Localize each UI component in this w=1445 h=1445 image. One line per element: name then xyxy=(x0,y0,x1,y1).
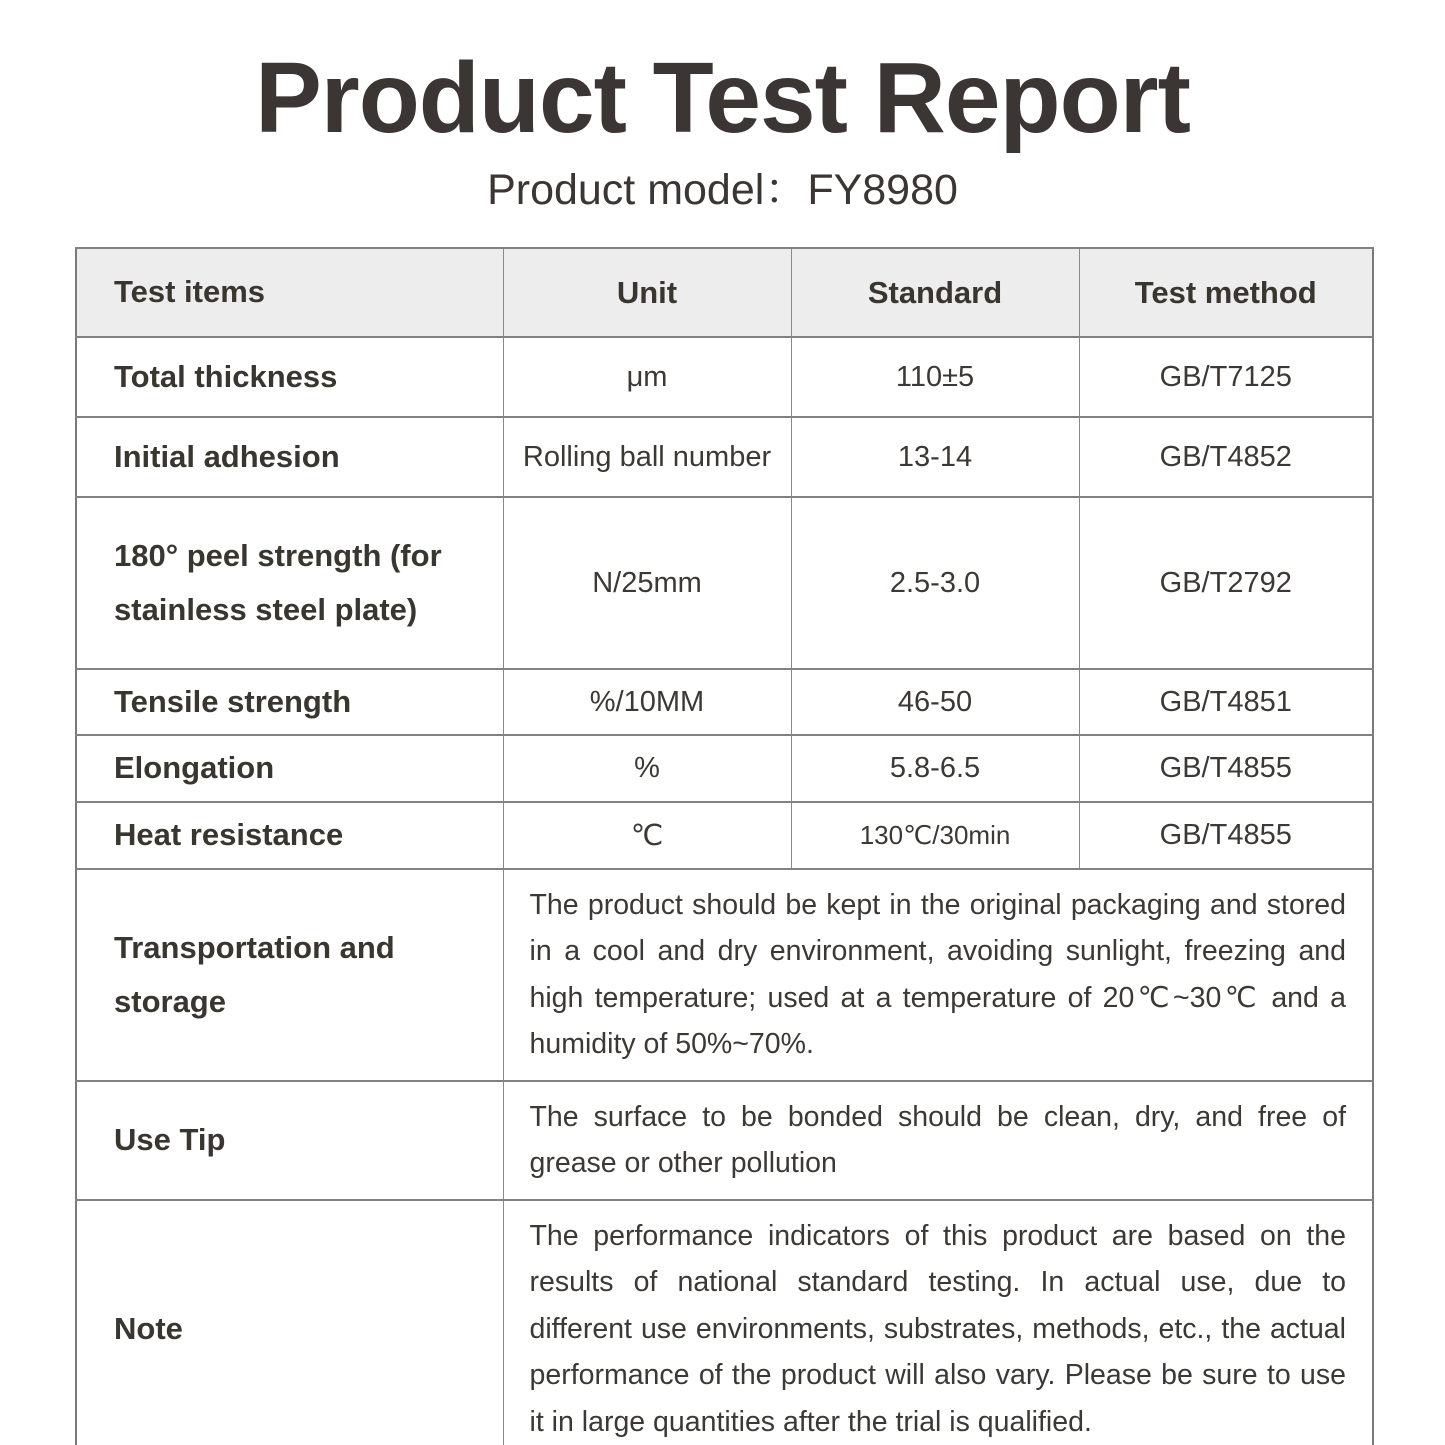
unit-value: N/25mm xyxy=(503,497,791,669)
table-row-peel-strength xyxy=(76,497,1373,669)
header-unit: Unit xyxy=(503,248,791,337)
item-label: Tensile strength xyxy=(76,669,503,735)
standard-value: 110±5 xyxy=(791,337,1079,417)
standard-value: 13-14 xyxy=(791,417,1079,497)
page-title: Product Test Report xyxy=(255,42,1190,154)
method-value: GB/T4855 xyxy=(1079,735,1373,802)
test-report-table xyxy=(75,247,1374,1445)
header-test-items: Test items xyxy=(76,248,503,337)
item-label: Heat resistance xyxy=(76,802,503,869)
table-row-initial-adhesion xyxy=(76,417,1373,497)
standard-value: 5.8-6.5 xyxy=(791,735,1079,802)
unit-value: Rolling ball number xyxy=(503,417,791,497)
table-row-total-thickness xyxy=(76,337,1373,417)
product-model-subtitle: Product model：FY8980 xyxy=(487,166,958,214)
info-text: The performance indicators of this product are based on the results of national standard testing. In actual use, due to different use environments, substrates, methods, etc., the actual performance of the product will also vary. Please be sure to use it in large quantities after the trial is qualified. xyxy=(503,1200,1373,1445)
unit-value: %/10MM xyxy=(503,669,791,735)
table-row-heat-resistance xyxy=(76,802,1373,869)
standard-value: 130℃/30min xyxy=(791,802,1079,869)
table-header-row xyxy=(76,248,1373,337)
unit-value: μm xyxy=(503,337,791,417)
info-text: The product should be kept in the original packaging and stored in a cool and dry environment, avoiding sunlight, freezing and high temperature; used at a temperature of 20℃~30℃ and a humidity of 50%~70%. xyxy=(503,869,1373,1081)
item-label: Note xyxy=(76,1200,503,1445)
item-label: 180° peel strength (for stainless steel plate) xyxy=(76,497,503,669)
method-value: GB/T4852 xyxy=(1079,417,1373,497)
standard-value: 46-50 xyxy=(791,669,1079,735)
standard-value: 2.5-3.0 xyxy=(791,497,1079,669)
unit-value: % xyxy=(503,735,791,802)
table-row-transportation-storage xyxy=(76,869,1373,1081)
table-row-tensile-strength xyxy=(76,669,1373,735)
method-value: GB/T4855 xyxy=(1079,802,1373,869)
method-value: GB/T2792 xyxy=(1079,497,1373,669)
table-row-use-tip xyxy=(76,1081,1373,1200)
header-standard: Standard xyxy=(791,248,1079,337)
header-test-method: Test method xyxy=(1079,248,1373,337)
table-row-note xyxy=(76,1200,1373,1445)
item-label: Elongation xyxy=(76,735,503,802)
item-label: Transportation and storage xyxy=(76,869,503,1081)
method-value: GB/T7125 xyxy=(1079,337,1373,417)
item-label: Use Tip xyxy=(76,1081,503,1200)
unit-value: ℃ xyxy=(503,802,791,869)
table-row-elongation xyxy=(76,735,1373,802)
item-label: Total thickness xyxy=(76,337,503,417)
item-label: Initial adhesion xyxy=(76,417,503,497)
method-value: GB/T4851 xyxy=(1079,669,1373,735)
info-text: The surface to be bonded should be clean, dry, and free of grease or other pollution xyxy=(503,1081,1373,1200)
